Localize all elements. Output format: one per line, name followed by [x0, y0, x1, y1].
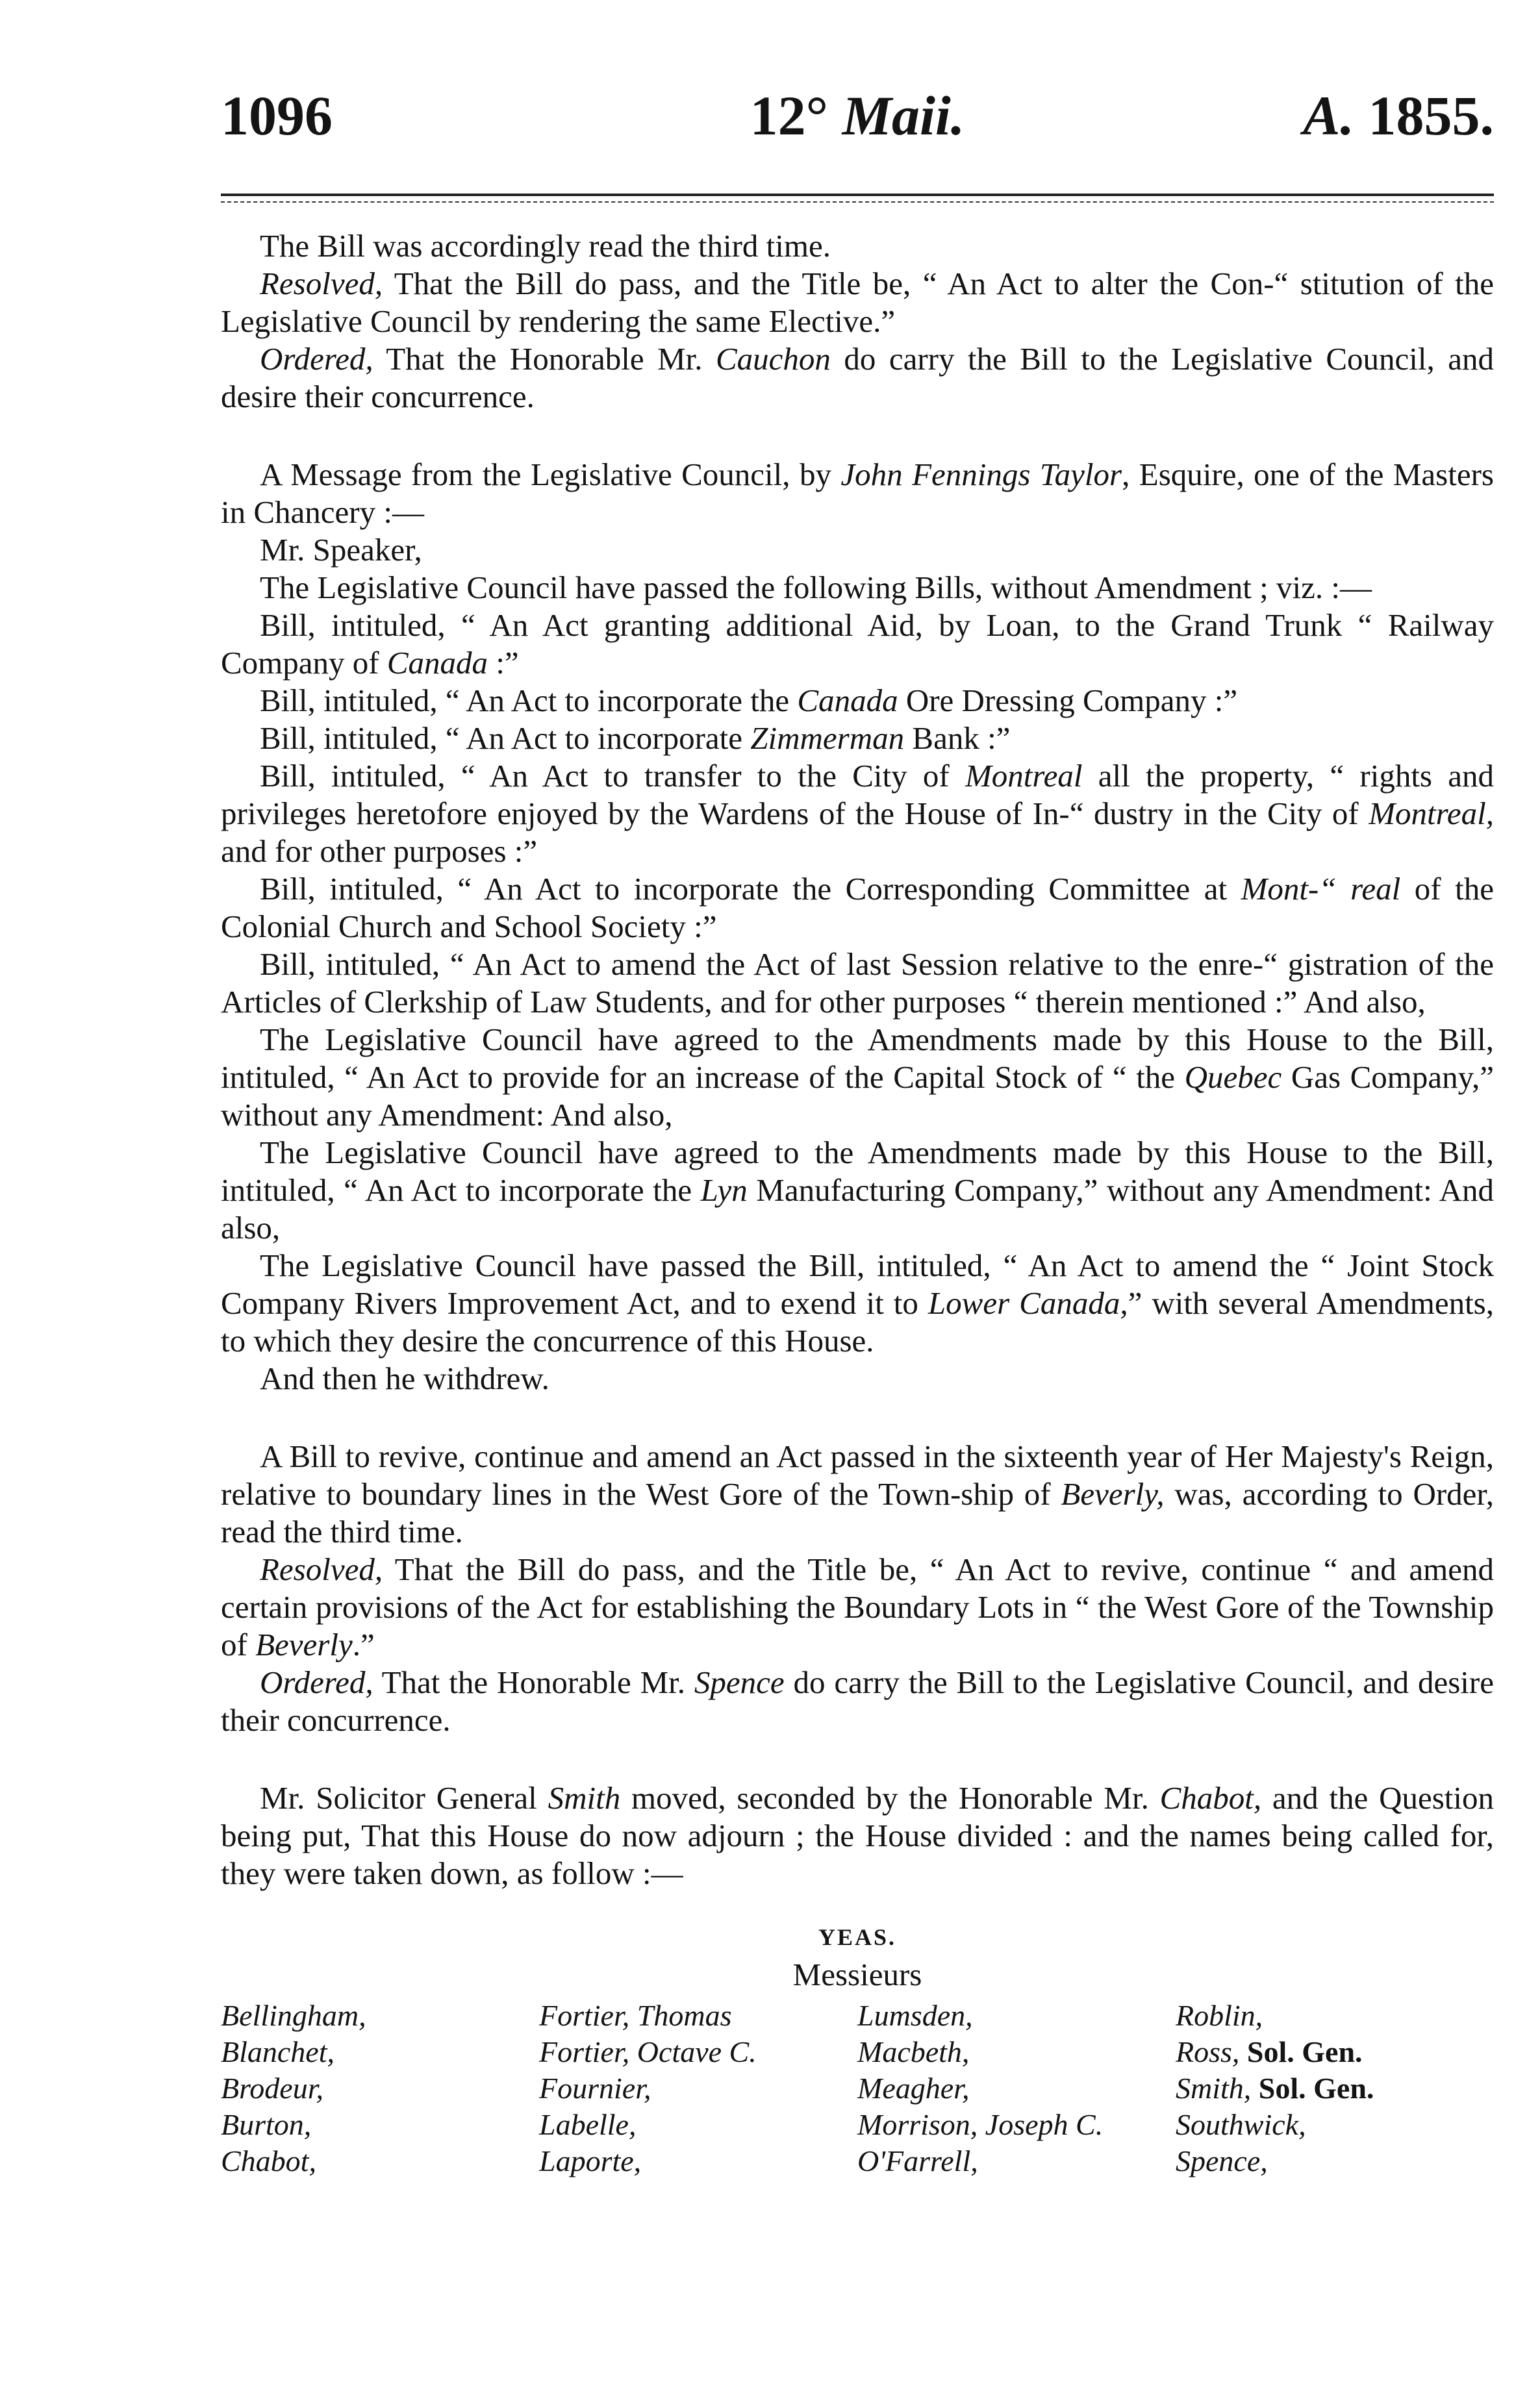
resolved-label: Resolved,	[260, 1551, 383, 1587]
sec2-para1	[221, 456, 1494, 531]
member-name: Lumsden,	[857, 1999, 973, 2032]
sec4-para1-text-a: Mr. Solicitor General	[260, 1780, 548, 1816]
ordered-label: Ordered,	[260, 1664, 373, 1700]
header-year-number: 1855.	[1368, 84, 1494, 147]
member-name-with-title	[1176, 2070, 1494, 2107]
sec2-para5-text-b: ” with several Amendments, to which they desire the concurrence of this House.	[221, 1285, 1495, 1359]
sec2-para1-text-a: A Message from the Legislative Council, by	[260, 457, 841, 492]
bill-2-text-b: Ore Dressing Company :”	[898, 683, 1238, 718]
member-name: Southwick,	[1176, 2108, 1306, 2141]
bill-5-text-a: Bill, intituled, “ An Act to incorporate the Corresponding Committee at	[260, 871, 1241, 907]
bill-4-text-a: Bill, intituled, “ An Act to transfer to the City of	[260, 758, 965, 794]
sec2-para2: The Legislative Council have passed the following Bills, without Amendment ; viz. :—	[260, 570, 1372, 605]
bill-3	[221, 720, 1494, 757]
member-name: Morrison, Joseph C.	[857, 2108, 1104, 2141]
place-lower-canada: Lower Canada,	[928, 1285, 1128, 1321]
sec1-para3	[221, 340, 1494, 416]
member-name: Macbeth,	[857, 2035, 970, 2068]
bill-1	[221, 607, 1494, 682]
yeas-heading: YEAS.	[818, 1924, 897, 1950]
bill-5-text-b: of the Colonial Church and School Society :”	[221, 871, 1494, 944]
sec3-para1-text-b: was, according to Order, read the third time.	[221, 1476, 1494, 1549]
yeas-name-list	[221, 1998, 1494, 2179]
sec2-para4-text-a: The Legislative Council have agreed to the Amendments made by this House to the Bill, intituled, “ An Act to incorporate the	[221, 1135, 1494, 1208]
member-name: Smith,	[1176, 2072, 1252, 2105]
header-date-number: 12°	[750, 84, 829, 147]
member-title: Sol. Gen.	[1239, 2035, 1363, 2068]
name-spence: Spence	[694, 1664, 785, 1700]
member-name: Spence,	[1176, 2144, 1268, 2177]
page-number: 1096	[221, 84, 333, 147]
bill-2-text-a: Bill, intituled, “ An Act to incorporate the	[260, 683, 798, 718]
sec1-para3-text-a: That the Honorable Mr.	[373, 341, 716, 377]
sec2-para4-text-b: Manufacturing Company,” without any Amendment: And also,	[221, 1172, 1494, 1246]
member-title: Sol. Gen.	[1251, 2072, 1374, 2105]
place-quebec: Quebec	[1184, 1059, 1282, 1095]
bill-2-place: Canada	[797, 683, 898, 718]
member-name: Burton,	[221, 2108, 312, 2141]
bill-1-place: Canada	[386, 645, 488, 681]
header-year-letter: A.	[1303, 84, 1354, 147]
header-rule	[221, 194, 1494, 196]
name-taylor: John Fennings Taylor	[840, 457, 1122, 492]
ordered-label: Ordered,	[260, 341, 373, 377]
sec1-para2	[221, 265, 1494, 340]
sec2-para3-text-a: The Legislative Council have agreed to the Amendments made by this House to the Bill, intituled, “ An Act to provide for an increase of the Capital Stock of “ the	[221, 1022, 1494, 1095]
place-beverly-2: Beverly	[255, 1627, 353, 1662]
bill-3-name: Zimmerman	[750, 720, 905, 756]
bill-2	[221, 682, 1494, 720]
sec1-para1: The Bill was accordingly read the third time.	[260, 228, 831, 264]
member-name: Brodeur,	[221, 2072, 324, 2105]
sec2-para1-text-b: , Esquire, one of the Masters in Chancery :—	[221, 457, 1494, 530]
sec4-para1-text-b: moved, seconded by the Honorable Mr.	[620, 1780, 1160, 1816]
member-name: Chabot,	[221, 2144, 316, 2177]
header-year	[1303, 83, 1494, 148]
messieurs-heading: Messieurs	[792, 1957, 922, 1992]
sec3-para1	[221, 1438, 1494, 1551]
bill-3-text-a: Bill, intituled, “ An Act to incorporate	[260, 720, 751, 756]
name-cauchon: Cauchon	[716, 341, 831, 377]
sec3-para2	[221, 1551, 1494, 1664]
member-name: Fortier, Octave C.	[539, 2035, 757, 2068]
sec3-para3-text-a: That the Honorable Mr.	[373, 1664, 694, 1700]
sec2-para3-text-b: Gas Company,” without any Amendment: And also,	[221, 1059, 1494, 1133]
bill-4-text-c: and for other purposes :”	[221, 833, 538, 869]
sec2-para3	[221, 1021, 1494, 1134]
speaker-address: Mr. Speaker,	[260, 532, 422, 568]
bill-5	[221, 870, 1494, 946]
member-name: Bellingham,	[221, 1999, 366, 2032]
member-name: Fournier,	[539, 2072, 651, 2105]
bill-4-place-a: Montreal	[965, 758, 1083, 794]
place-lyn: Lyn	[700, 1172, 748, 1208]
member-name: Ross,	[1176, 2035, 1240, 2068]
bill-6: Bill, intituled, “ An Act to amend the Act of last Session relative to the enre-“ gistration of the Articles of Clerkship of Law Students, and for other purposes “ therein mentioned :” And also,	[221, 946, 1494, 1020]
bill-4	[221, 757, 1494, 870]
header-rule-dashed	[221, 201, 1494, 203]
bill-1-text-a: Bill, intituled, “ An Act granting additional Aid, by Loan, to the Grand Trunk “ Railway Company of	[221, 607, 1494, 681]
sec3-para3	[221, 1664, 1494, 1739]
sec3-para3-text-b: do carry the Bill to the Legislative Council, and desire their concurrence.	[221, 1664, 1494, 1738]
member-name: Laporte,	[539, 2144, 642, 2177]
place-beverly: Beverly,	[1061, 1476, 1165, 1512]
page-body	[221, 227, 1494, 2179]
member-name: O'Farrell,	[857, 2144, 978, 2177]
member-name: Fortier, Thomas	[539, 1999, 732, 2032]
sec2-para6: And then he withdrew.	[260, 1361, 549, 1396]
sec2-para5	[221, 1247, 1494, 1360]
sec3-para2-text-b: .”	[352, 1627, 375, 1662]
resolved-label: Resolved,	[260, 266, 383, 301]
header-date-month: Maii.	[842, 84, 965, 147]
member-name: Meagher,	[857, 2072, 970, 2105]
name-chabot: Chabot,	[1159, 1780, 1262, 1816]
member-name: Labelle,	[539, 2108, 637, 2141]
page-header	[221, 83, 1494, 148]
sec2-para5-text-a: The Legislative Council have passed the Bill, intituled, “ An Act to amend the “ Joint Stock Company Rivers Improvement Act, and to exend it to	[221, 1248, 1494, 1321]
bill-4-text-b: all the property, “ rights and privileges heretofore enjoyed by the Wardens of the House of In-“ dustry in the City of	[221, 758, 1494, 831]
sec3-para1-text-a: A Bill to revive, continue and amend an Act passed in the sixteenth year of Her Majesty's Reign, relative to boundary lines in the West Gore of the Town-ship of	[221, 1438, 1494, 1512]
name-smith: Smith	[548, 1780, 621, 1816]
sec4-para1	[221, 1779, 1494, 1892]
sec2-para4	[221, 1134, 1494, 1247]
bill-3-text-b: Bank :”	[904, 720, 1011, 756]
bill-5-place: Mont-“ real	[1241, 871, 1401, 907]
bill-1-text-b: :”	[488, 645, 519, 681]
sec1-para3-text-b: do carry the Bill to the Legislative Council, and desire their concurrence.	[221, 341, 1494, 414]
sec4-para1-text-c: and the Question being put, That this House do now adjourn ; the House divided : and the names being called for, they were taken down, as follow :—	[221, 1780, 1494, 1891]
sec3-para2-text-a: That the Bill do pass, and the Title be, “ An Act to revive, continue “ and amend certain provisions of the Act for establishing the Boundary Lots in “ the West Gore of the Township of	[221, 1551, 1494, 1662]
bill-4-place-b: Montreal,	[1369, 796, 1494, 831]
member-name-with-title	[1176, 2034, 1494, 2070]
member-name: Blanchet,	[221, 2035, 335, 2068]
member-name: Roblin,	[1176, 1999, 1263, 2032]
sec1-para2-text: That the Bill do pass, and the Title be, “ An Act to alter the Con-“ stitution of the Legislative Council by rendering the same Elective.”	[221, 266, 1494, 339]
